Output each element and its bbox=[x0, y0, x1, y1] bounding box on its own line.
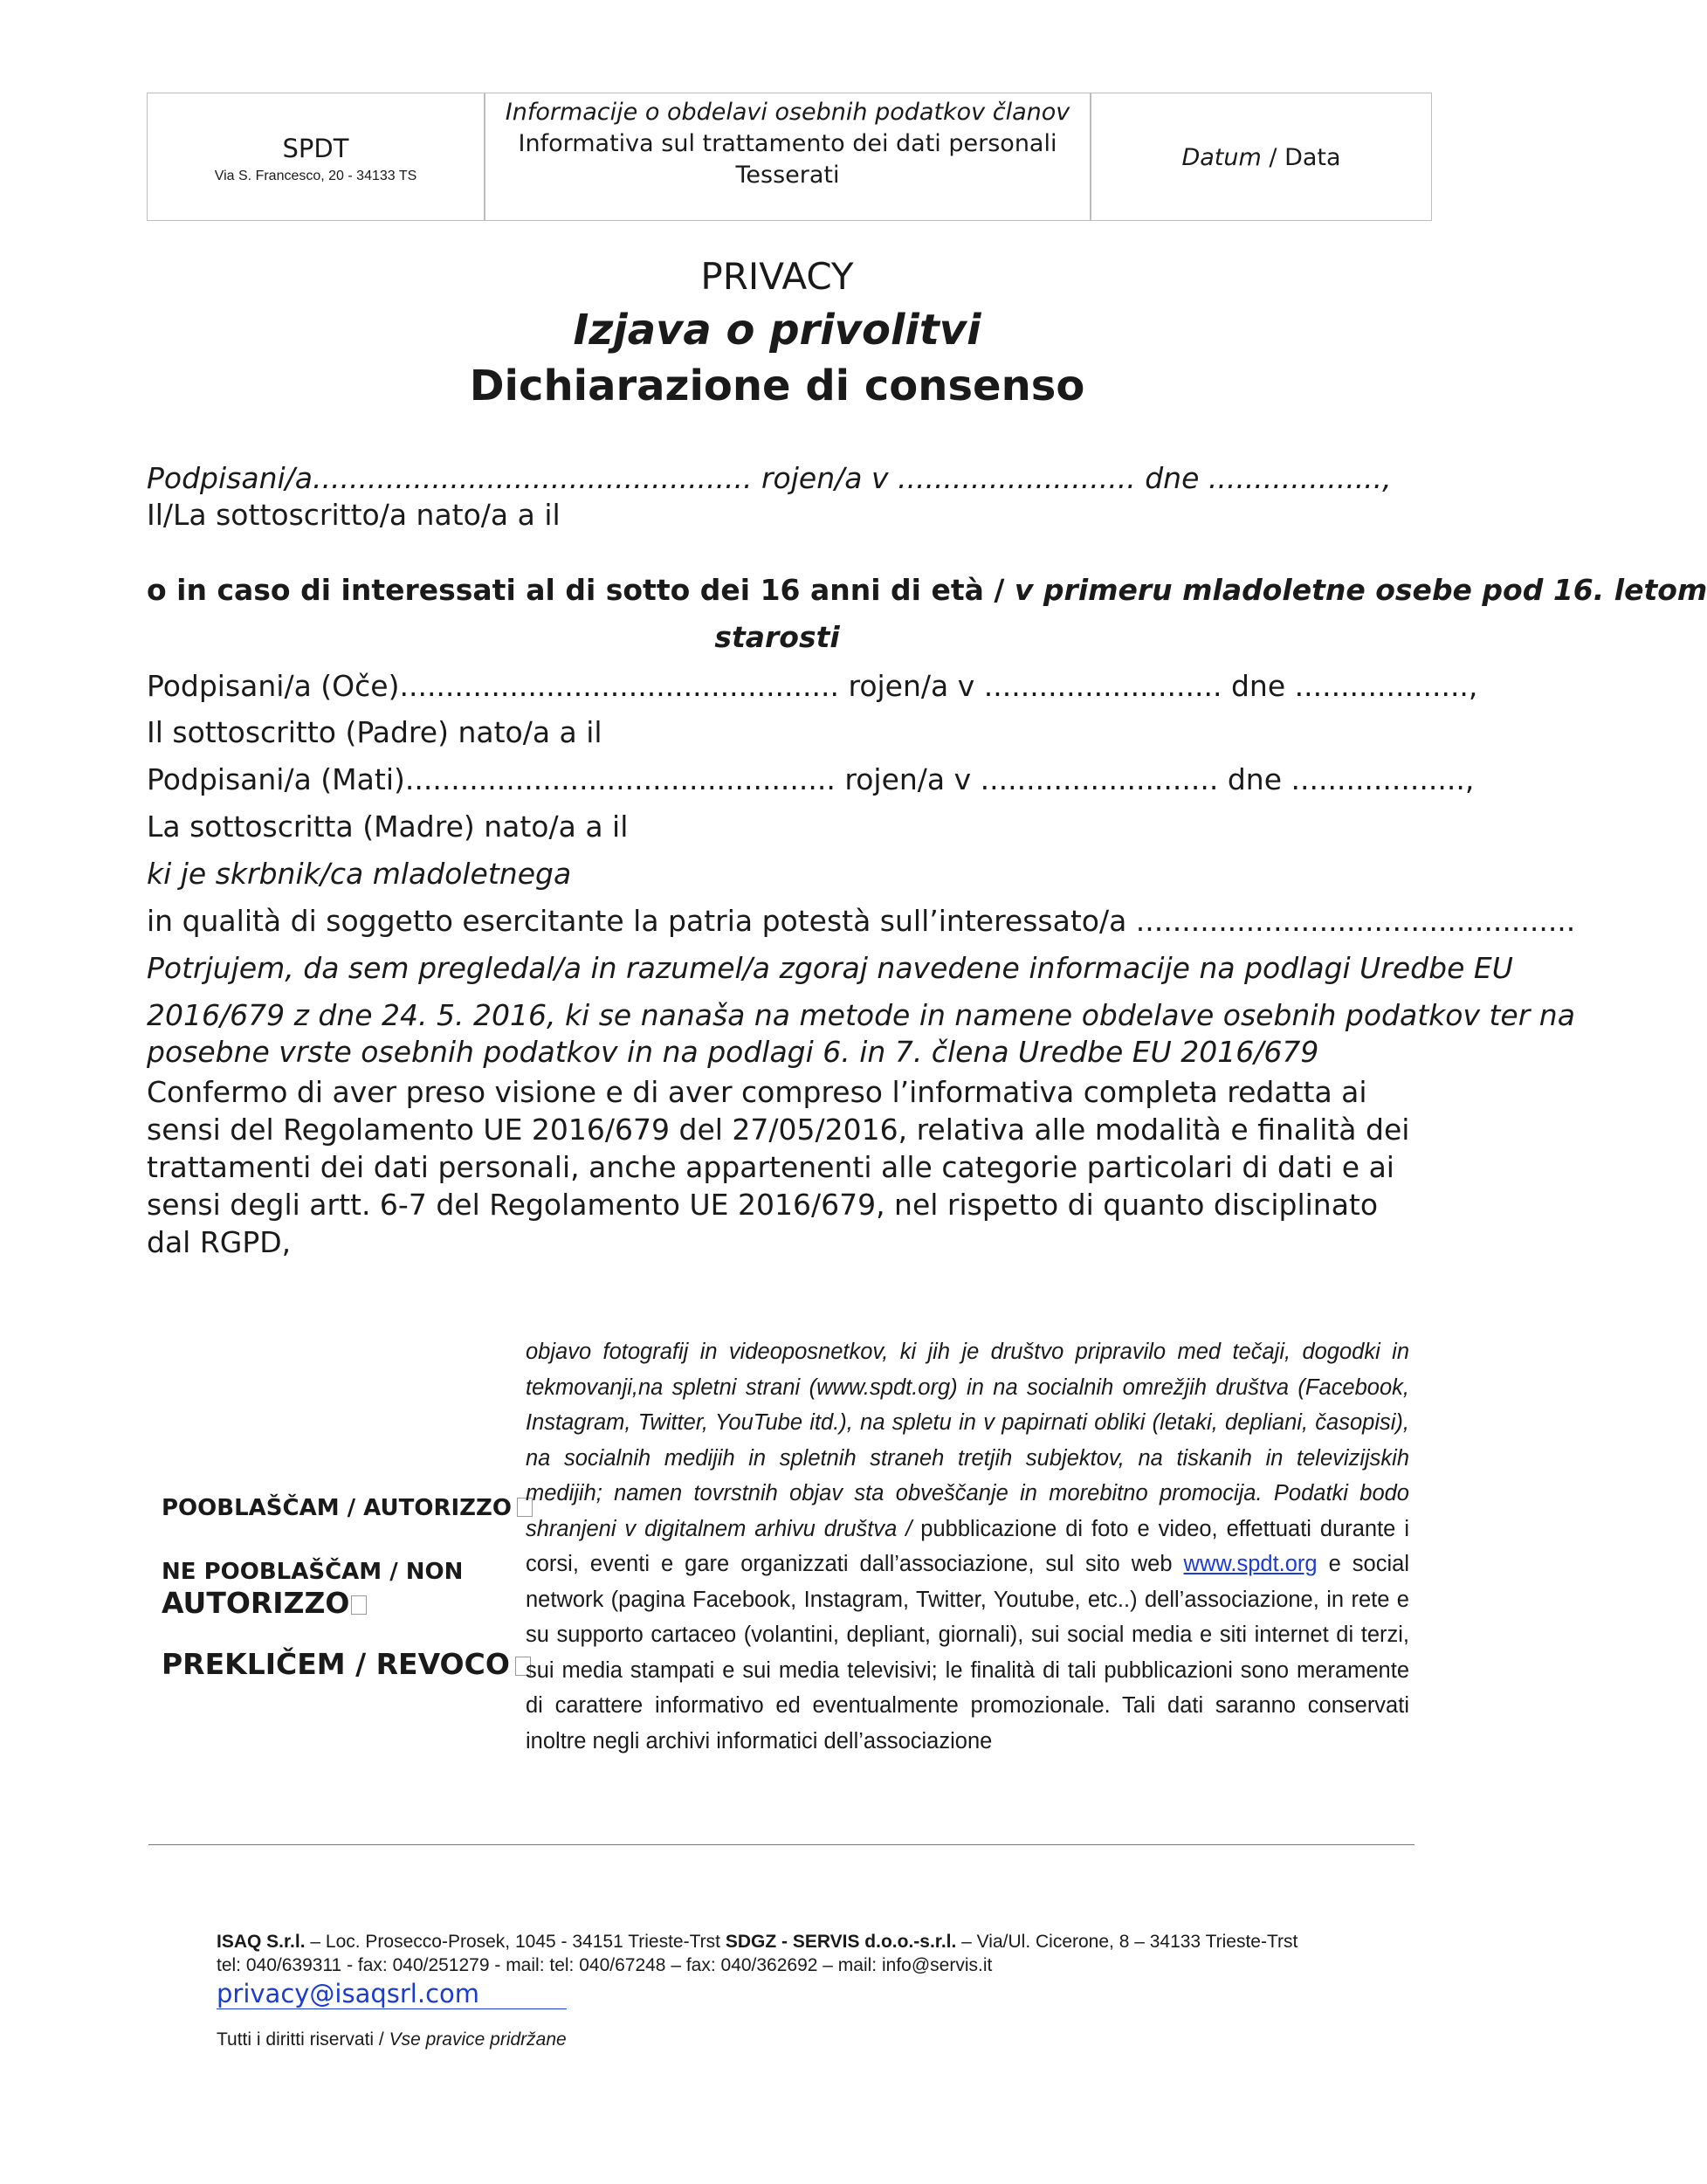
option-revoke-label: PREKLIČEM / REVOCO bbox=[162, 1647, 510, 1681]
option-not-authorize-label-1: NE POOBLAŠČAM / NON bbox=[162, 1559, 464, 1585]
confirm-sl-3: posebne vrste osebnih podatkov in na podlagi 6. in 7. člena Uredbe EU 2016/679 bbox=[147, 1035, 1319, 1069]
consent-text-sl: objavo fotografij in videoposnetkov, ki jih je društvo pripravilo med tečaji, dogodki in tekmovanji,na spletni strani (www.spdt.org) in na socialnih omrežjih društva (Facebook, Instagram, Twitter, YouTube itd.), na spletu in v papirnati obliki (letaki, depliani, časopisi), na socialnih medijih in spletnih straneh tretjih subjektov, na tiskanih in televizijskih medijih; namen tovrstnih objav sta obveščanje in morebitno promocija. Podatki bodo shranjeni v digitalnem arhivu društva / bbox=[526, 1340, 1409, 1541]
website-link[interactable]: www.spdt.org bbox=[1183, 1552, 1318, 1576]
mother-line-sl: Podpisani/a (Mati)............................................... rojen/a v .......................... dne ..................., bbox=[147, 762, 1475, 796]
header-org-box bbox=[147, 93, 485, 221]
minor-heading-it: o in caso di interessati al di sotto dei 16 anni di età / bbox=[147, 573, 1015, 607]
minor-heading-sl2: starosti bbox=[714, 620, 840, 654]
date-label-it: Data bbox=[1284, 144, 1341, 171]
signer-line-it: Il/La sottoscritto/a nato/a a il bbox=[147, 498, 561, 532]
footer-company2: SDGZ - SERVIS d.o.o.-s.r.l. bbox=[725, 1932, 957, 1952]
header-date-box bbox=[1091, 93, 1432, 221]
guardian-line-it: in qualità di soggetto esercitante la patria potestà sull’interessato/a ................................................ bbox=[147, 904, 1576, 938]
father-line-it: Il sottoscritto (Padre) nato/a a il bbox=[147, 715, 602, 749]
option-not-authorize[interactable] bbox=[162, 1556, 463, 1619]
confirm-sl-2: 2016/679 z dne 24. 5. 2016, ki se nanaša na metode in namene obdelave osebnih podatkov ter na bbox=[147, 998, 1575, 1032]
header-title-sl: Informacije o obdelavi osebnih podatkov članov bbox=[505, 99, 1070, 126]
option-authorize[interactable] bbox=[162, 1495, 533, 1521]
checkbox-not-authorize[interactable] bbox=[351, 1595, 367, 1615]
guardian-line-sl: ki je skrbnik/ca mladoletnega bbox=[147, 857, 572, 891]
mother-line-it: La sottoscritta (Madre) nato/a a il bbox=[147, 810, 629, 844]
org-name: SPDT bbox=[282, 134, 349, 163]
header-title-it: Informativa sul trattamento dei dati personali bbox=[518, 130, 1057, 157]
consent-text-it-1: pubblicazione di foto e video, effettuati durante i corsi, eventi e gare organizzati dall’associazione, sul sito web bbox=[526, 1516, 1409, 1576]
minor-heading-sl: v primeru mladoletne osebe pod 16. letom bbox=[1014, 573, 1707, 607]
privacy-heading: PRIVACY bbox=[700, 255, 854, 298]
option-authorize-label: POOBLAŠČAM / AUTORIZZO bbox=[162, 1495, 512, 1521]
confirm-sl-1: Potrjujem, da sem pregledal/a in razumel/a zgoraj navedene informacije na podlagi Uredbe EU bbox=[147, 951, 1513, 985]
footer-contacts: tel: 040/639311 - fax: 040/251279 - mail: tel: 040/67248 – fax: 040/362692 – mail: info@servis.it bbox=[217, 1955, 993, 1975]
consent-text-it-2: e social network (pagina Facebook, Instagram, Twitter, Youtube, etc..) dell’associazione, in rete e su supporto cartaceo (volantini, depliant, giornali), sui social media e siti internet di terzi, sui media stampati e sui media televisivi; le finalità di tali pubblicazioni sono meramente di carattere informativo ed eventualmente promozionale. Tali dati saranno conservati inoltre negli archivi informatici dell’associazione bbox=[526, 1552, 1409, 1753]
header-title-it2: Tesserati bbox=[735, 162, 840, 189]
confirm-it: Confermo di aver preso visione e di aver compreso l’informativa completa redatta ai sensi del Regolamento UE 2016/679 del 27/05/2016, relativa alle modalità e finalità dei trattamenti dei dati personali, anche appartenenti alle categorie particolari di dati e ai sensi degli artt. 6-7 del Regolamento UE 2016/679, nel rispetto di quanto disciplinato dal RGPD, bbox=[147, 1075, 1410, 1259]
footer-email-text[interactable]: privacy@isaqsrl.com bbox=[217, 1979, 567, 2009]
footer-companies bbox=[217, 1932, 1297, 1953]
title-it: Dichiarazione di consenso bbox=[469, 362, 1085, 410]
consent-description bbox=[526, 1334, 1409, 1759]
option-revoke[interactable] bbox=[162, 1647, 531, 1681]
org-address: Via S. Francesco, 20 - 34133 TS bbox=[214, 169, 417, 183]
header-title-box bbox=[485, 93, 1091, 221]
date-label-sep: / bbox=[1261, 144, 1285, 171]
footer-divider bbox=[148, 1844, 1414, 1845]
option-not-authorize-label-2: AUTORIZZO bbox=[162, 1586, 350, 1620]
signer-line-sl: Podpisani/a................................................ rojen/a v .......................... dne ..................., bbox=[147, 461, 1392, 495]
minor-heading bbox=[147, 573, 1707, 608]
footer-rights-it: Tutti i diritti riservati / bbox=[217, 2029, 389, 2050]
footer-company1: ISAQ S.r.l. bbox=[217, 1932, 306, 1952]
footer-email[interactable] bbox=[217, 1979, 567, 2008]
footer-addr1: – Loc. Prosecco-Prosek, 1045 - 34151 Trieste-Trst bbox=[305, 1932, 726, 1952]
footer-addr2: – Via/Ul. Cicerone, 8 – 34133 Trieste-Trst bbox=[956, 1932, 1298, 1952]
title-sl: Izjava o privolitvi bbox=[573, 306, 981, 355]
father-line-sl: Podpisani/a (Oče)................................................ rojen/a v .......................... dne ..................., bbox=[147, 669, 1478, 703]
footer-rights-sl: Vse pravice pridržane bbox=[389, 2029, 567, 2050]
footer-rights bbox=[217, 2029, 567, 2050]
date-label-sl: Datum bbox=[1181, 144, 1262, 171]
date-label bbox=[1091, 144, 1431, 171]
